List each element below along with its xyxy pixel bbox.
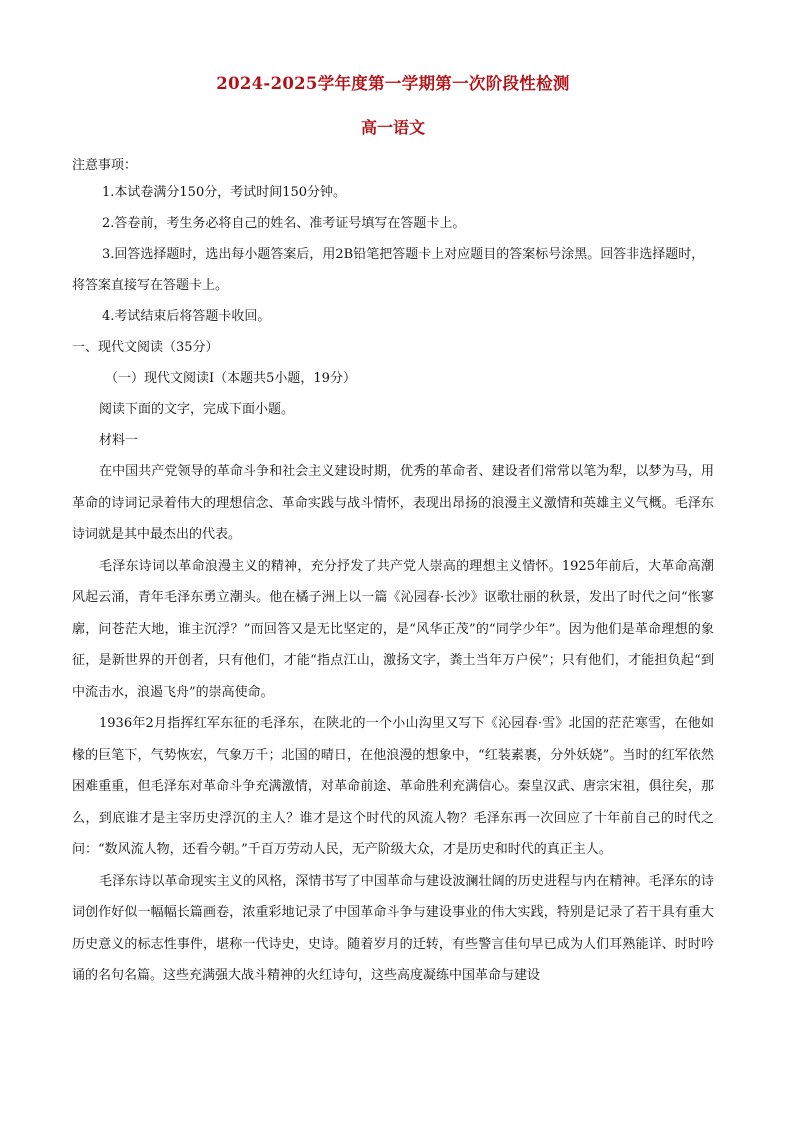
material-label: 材料一 [99, 433, 139, 448]
notice-heading: 注意事项： [72, 158, 138, 173]
notice-item-4: 4.考试结束后将答题卡收回。 [102, 309, 271, 324]
notice-item-2: 2.答卷前，考生务必将自己的姓名、准考证号填写在答题卡上。 [102, 216, 466, 231]
material-paragraph-4: 毛泽东诗以革命现实主义的风格，深情书写了中国革命与建设波澜壮阔的历史进程与内在精神。毛泽东的诗词创作好似一幅幅长篇画卷，浓重彩地记录了中国革命斗争与建设事业的伟大实践，特别是记录了若干具有重大历史意义的标志性事件，堪称一代诗史，史诗。随着岁月的迁转，有些警言佳句早已成为人们耳熟能详、时时吟诵的名句名篇。这些充满强大战斗精神的火红诗句，这些高度凝练中国革命与建设 [72, 873, 714, 983]
material-paragraph-1: 在中国共产党领导的革命斗争和社会主义建设时期，优秀的革命者、建设者们常常以笔为犁，以梦为马，用革命的诗词记录着伟大的理想信念、革命实践与战斗情怀，表现出昂扬的浪漫主义激情和英雄主义气概。毛泽东诗词就是其中最杰出的代表。 [72, 464, 714, 542]
material-paragraph-3: 1936年2月指挥红军东征的毛泽东，在陕北的一个小山沟里又写下《沁园春·雪》北国的茫茫寒雪，在他如椽的巨笔下，气势恢宏，气象万千；北国的晴日，在他浪漫的想象中，“红装素裹，分外妖娆”。当时的红军依然困难重重，但毛泽东对革命斗争充满激情，对革命前途、革命胜利充满信心。秦皇汉武、唐宗宋祖，俱往矣，那么，到底谁才是主宰历史浮沉的主人？谁才是这个时代的风流人物？毛泽东再一次回应了十年前自己的时代之问：“数风流人物，还看今朝。”千百万劳动人民，无产阶级大众，才是历史和时代的真正主人。 [72, 716, 714, 857]
reading-section [72, 332, 714, 992]
exam-title: 2024-2025学年度第一学期第一次阶段性检测 [216, 74, 570, 93]
section-title: 一、现代文阅读（35分） [72, 340, 219, 355]
notice-item-3: 3.回答选择题时，选出每小题答案后，用2B铅笔把答题卡上对应题目的答案标号涂黑。回答非选择题时，将答案直接写在答题卡上。 [72, 247, 705, 293]
section-subtitle: （一）现代文阅读Ⅰ（本题共5小题，19分） [105, 371, 356, 386]
material-paragraph-2: 毛泽东诗词以革命浪漫主义的精神，充分抒发了共产党人崇高的理想主义情怀。1925年前后，大革命高潮风起云涌，青年毛泽东勇立潮头。他在橘子洲上以一篇《沁园春·长沙》讴歌壮丽的秋景，发出了时代之问“怅寥廓，问苍茫大地，谁主沉浮？”而回答又是无比坚定的，是“风华正茂”的“同学少年”。因为他们是革命理想的象征，是新世界的开创者，只有他们，才能“指点江山，激扬文字，粪土当年万户侯”；只有他们，才能担负起“到中流击水，浪遏飞舟”的崇高使命。 [72, 558, 714, 700]
notice-item-1: 1.本试卷满分150分，考试时间150分钟。 [102, 185, 347, 200]
notice-block [72, 155, 714, 332]
section-instruction: 阅读下面的文字，完成下面小题。 [99, 402, 295, 417]
exam-subject: 高一语文 [360, 118, 425, 137]
